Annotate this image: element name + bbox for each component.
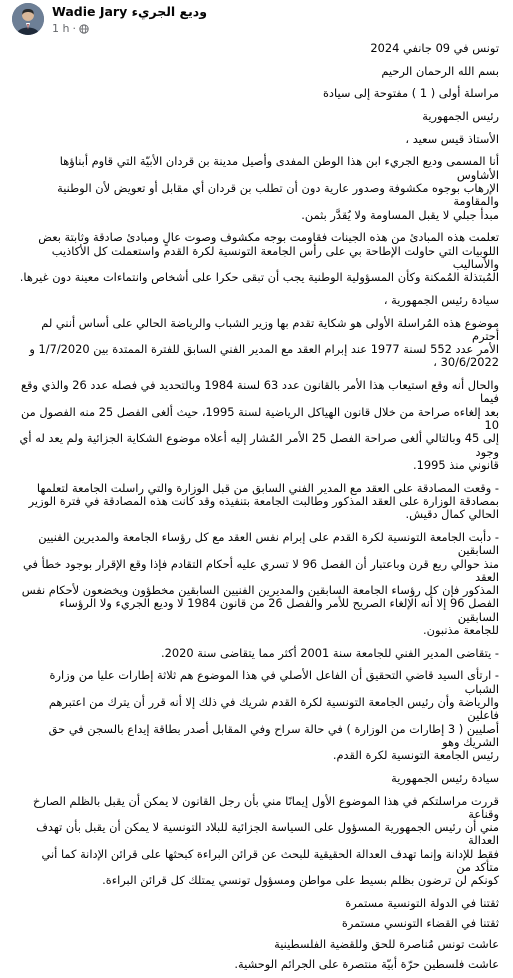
post-paragraph: رئيس الجمهورية: [422, 109, 499, 124]
post-paragraph: قررت مراسلتكم في هذا الموضوع الأول إيمانًا مني بأن رجل القانون لا يمكن أن يقبل بالظلم الصارخ وقناعة مني أن رئيس الجمهورية المسؤول على السياسة الجزائية للبلاد التونسية لا يمكن أن يقبل بأن تهدف العدالة فقط للإدانة وإنما تهدف العدالة الحقيقية للبحث عن قرائن البراءة كبحثها على قرائن الإدانة كما أني متأكد من كونكم لن ترضون بظلم بسيط على مواطن ومسؤول تونسي يمتلك كل قرائن البراءة.: [33, 793, 499, 888]
post-paragraph: عاشت تونس مُناصرة للحق وللقضية الفلسطينية: [274, 936, 499, 951]
post-paragraph: مراسلة أولى ( 1 ) مفتوحة إلى سيادة: [322, 86, 499, 101]
post-paragraph: أنا المسمى وديع الجريء ابن هذا الوطن المفدى وأصيل مدينة بن قردان الأبيّة التي قاوم أبناؤها الأشاوس الإرهاب بوجوه مكشوفة وصدور عارية دون أن تطلب بن قردان أي مقابل أو تعويض لأن الوطنية والمقاومة مبدأ جبلي لا يقبل المساومة ولا يُقدَّر بثمن.: [57, 154, 499, 222]
post-paragraph: الأستاذ قيس سعيد ،: [405, 131, 499, 146]
post-paragraph: تعلمت هذه المبادئ من هذه الجينات فقاومت بوجه مكشوف وصوت عالٍ ومبادئ صادقة وثابتة بعض اللوبيات التي حاولت الإطاحة بي على رأس الجامعة التونسية لكرة القدم واستعملت كل الأكاذيب والأساليب المُبتذلة المُمكنة وكأن المسؤولية الوطنية يجب أن تبقى حكرا على أشخاص وانتماءات معينة دون غيرها.: [19, 230, 499, 285]
post-paragraph: والحال أنه وقع استيعاب هذا الأمر بالقانون عدد 63 لسنة 1984 وبالتحديد في فصله عدد 26 والذي وقع فيما بعد إلغاءه صراحة من خلال قانون الهياكل الرياضية لسنة 1995، حيث ألغى الفصل 25 منه الفصول من 10 إلى 45 وبالتالي ألغى صراحة الفصل 25 الأمر المُشار إليه أعلاه موضوع الشكاية الجزائية ولم يعد له أي وجود قانوني منذ 1995.: [19, 378, 499, 472]
author-name[interactable]: Wadie Jary وديع الجريء: [52, 4, 207, 19]
post-paragraph: - دأبت الجامعة التونسية لكرة القدم على إبرام نفس العقد مع كل رؤساء الجامعة والمديرين الفنيين السابقين منذ حوالي ربع قرن وباعتبار أن الفصل 96 لا تسري عليه أحكام التقادم فإذا وقع الإقرار بوجود خطأ في العقد المذكور فإن كل رؤساء الجامعة السابقين والمديرين الفنيين السابقين مخطؤون ويخضعون لأحكام نفس الفصل 96 إلا أنه الإلغاء الصريح للأمر والفصل 26 من قانون 1984 لا وديع الجريء ولا الرؤساء السابقين للجامعة مذنبون.: [21, 529, 499, 637]
post-paragraph: بسم الله الرحمان الرحيم: [381, 63, 499, 78]
post-paragraph: - يتقاضى المدير الفني للجامعة سنة 2001 أكثر مما يتقاضى سنة 2020.: [161, 645, 499, 660]
post-paragraph: سيادة رئيس الجمهورية: [391, 770, 499, 785]
post-paragraph: تونس في 09 جانفي 2024: [370, 41, 499, 55]
post-paragraph: - وقعت المصادقة على العقد مع المدير الفني السابق من قبل الوزارة والتي راسلت الجامعة لتعلمها بمصادقة الوزارة على العقد المذكور وطالبت الجامعة بتنفيذه وقد كانت هذه المصادقة في فترة الوزير الحالي كمال دقيش.: [28, 480, 499, 522]
post-paragraph: ثقتنا في القضاء التونسي مستمرة: [341, 916, 499, 931]
globe-icon: [79, 24, 89, 34]
post-paragraph: - ارتأى السيد قاضي التحقيق أن الفاعل الأصلي في هذا الموضوع هم ثلاثة إطارات عليا من وزارة الشباب والرياضة وأن رئيس الجامعة التونسية لكرة القدم شريك في ذلك إلا أنه قرر أن يترك من اعتبرهم فاعلين أصليين ( 3 إطارات من الوزارة ) في حالة سراح وفي المقابل أصدر بطاقة إيداع بالسجن في حق الشريك وهو رئيس الجامعة التونسية لكرة القدم.: [48, 668, 499, 763]
post-header: [0, 0, 513, 40]
post-body: [18, 42, 499, 978]
avatar[interactable]: [12, 3, 44, 35]
post-paragraph: عاشت فلسطين حرّة أبيّة منتصرة على الجرائم الوحشية.: [234, 956, 499, 971]
post-time[interactable]: 1 h: [52, 22, 70, 35]
profile-photo-icon: [12, 3, 44, 35]
post-paragraph: موضوع هذه المُراسلة الأولى هو شكاية تقدم بها وزير الشباب والرياضة الحالي على أساس أنني لم أحترم الأمر عدد 552 لسنة 1977 عند إبرام العقد مع المدير الفني السابق للفترة الممتدة بين 1/7/2020 و 30/6/2022 ،: [29, 315, 499, 370]
post-paragraph: سيادة رئيس الجمهورية ،: [383, 292, 499, 307]
post-paragraph: ثقتنا في الدولة التونسية مستمرة: [345, 895, 499, 910]
post-meta: 1 h ·: [52, 22, 89, 35]
